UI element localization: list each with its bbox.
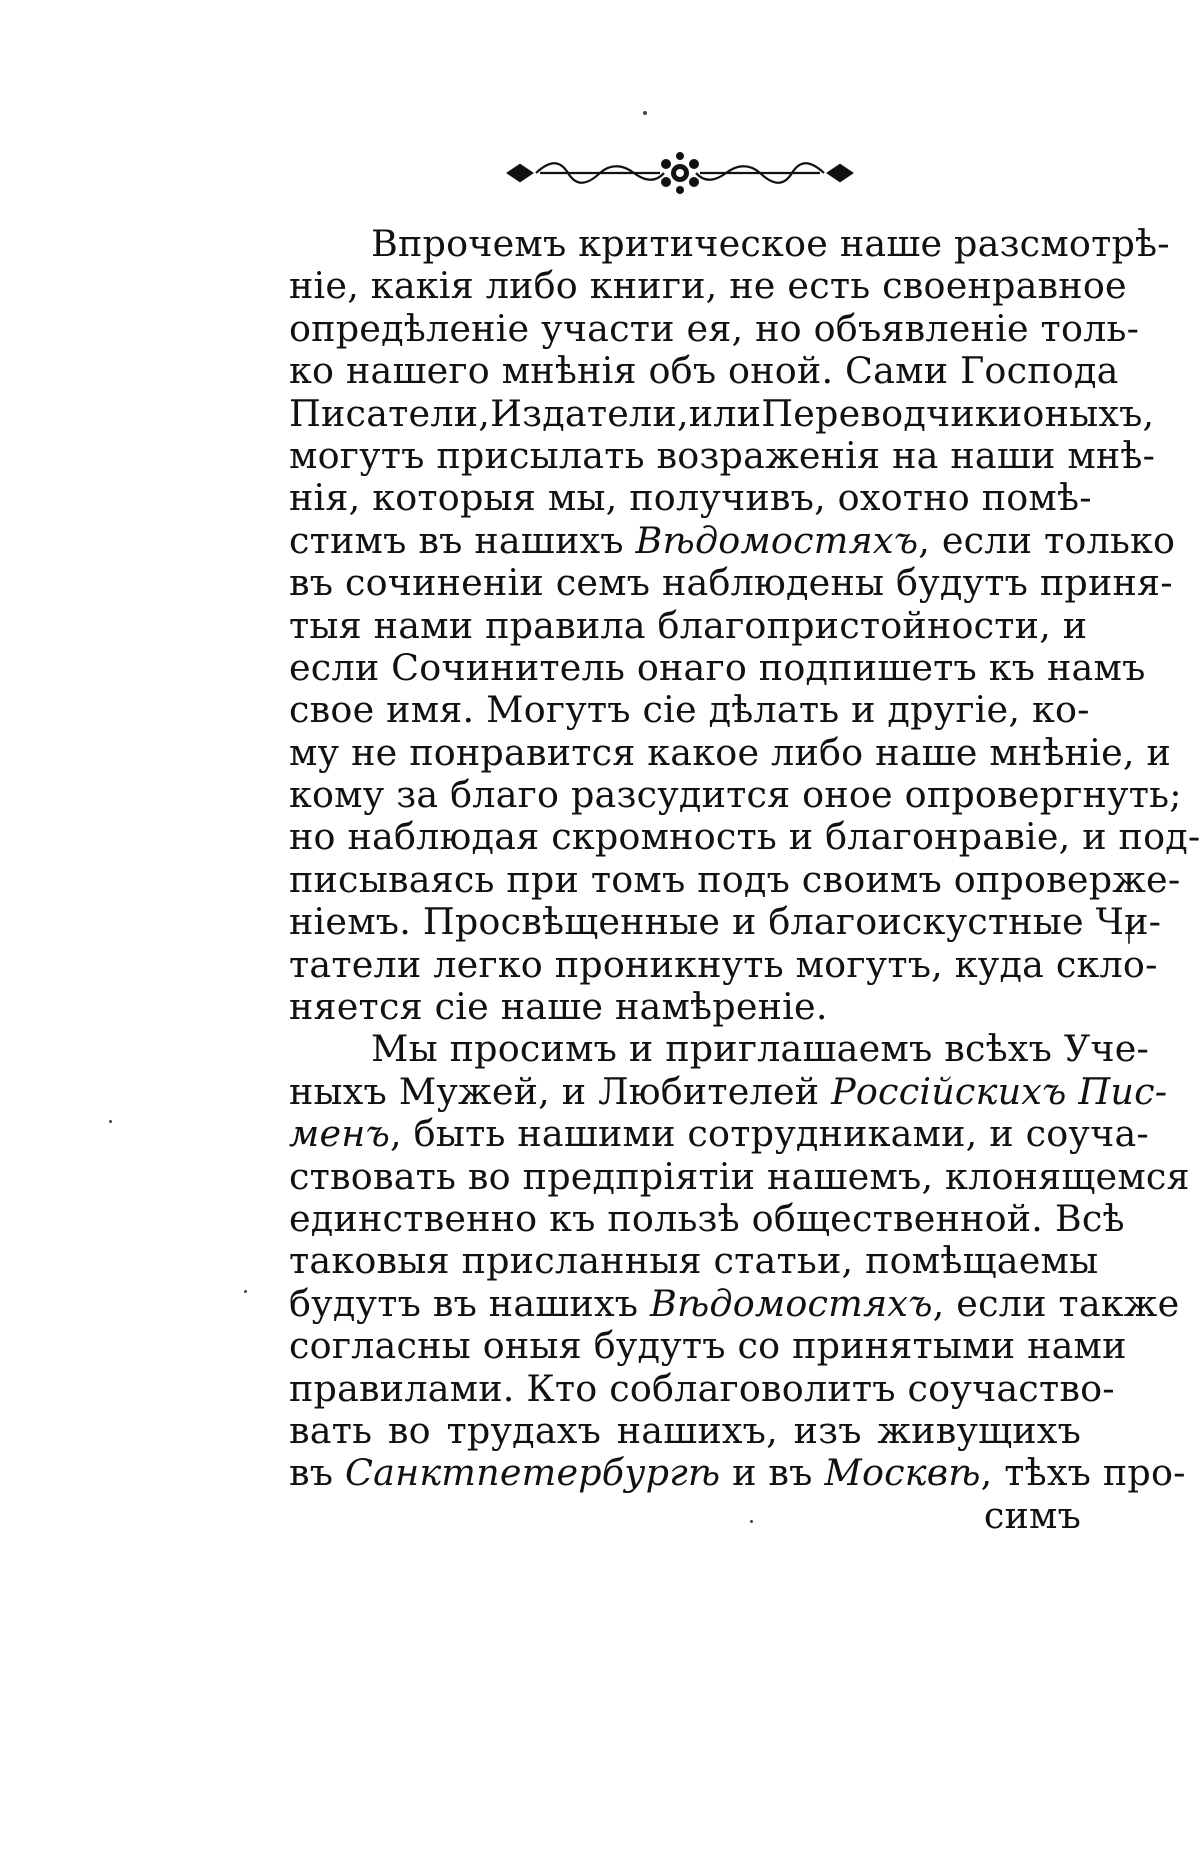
text-run: татели легко проникнуть могутъ, куда скло- (289, 942, 1158, 986)
text-run: Впрочемъ критическое наше разсмотрѣ- (371, 222, 1170, 265)
decorative-ornament-icon (500, 150, 860, 196)
text-line (289, 900, 1162, 944)
text-line (289, 1027, 1150, 1071)
text-line (289, 391, 1155, 435)
text-line (289, 1366, 1115, 1410)
text-run: опредѣленіе участи ея, но объявленіе толь- (289, 306, 1140, 350)
text-run: ныхъ Мужей, и Любителей (289, 1069, 832, 1113)
text-run: свое имя. Могутъ сіе дѣлать и другіе, ко- (289, 688, 1090, 732)
italic-text: Россійскихъ Пис- (831, 1069, 1168, 1113)
text-line (289, 1069, 1168, 1113)
text-run: правилами. Кто соблаговолитъ соучаство- (289, 1366, 1115, 1410)
text-line (289, 1410, 1081, 1452)
italic-text: Санктпетербургѣ (344, 1451, 721, 1495)
text-line (289, 1196, 1125, 1240)
text-run: му не понравится какое либо наше мнѣніе, и (289, 730, 1172, 774)
text-run: ніемъ. Просвѣщенные и благоискустные Чи- (289, 900, 1162, 944)
text-line (289, 1154, 1190, 1198)
text-run: но наблюдая скромность и благонравіе, и под- (289, 815, 1200, 859)
text-line (289, 815, 1200, 859)
text-run: ніе, какія либо книги, не есть своенравное (289, 264, 1127, 308)
text-line (289, 986, 1081, 1028)
text-line (289, 645, 1146, 689)
text-run: , если только (918, 518, 1176, 562)
text-run: Мы просимъ и приглашаемъ всѣхъ Уче- (371, 1027, 1150, 1071)
text-line (289, 773, 1182, 817)
text-line (289, 222, 1170, 265)
text-line (289, 942, 1158, 986)
paper-speck (643, 111, 647, 115)
text-run: ко нашего мнѣнія объ оной. Сами Господа (289, 349, 1119, 393)
text-run: , тѣхъ про- (980, 1451, 1186, 1495)
body-text (289, 222, 1200, 1537)
text-run: Писатели,Издатели,илиПереводчикионыхъ, (289, 391, 1155, 435)
text-line (289, 306, 1140, 350)
text-run: , если также (932, 1281, 1180, 1325)
text-line (289, 518, 1176, 562)
text-run: стимъ въ нашихъ (289, 518, 636, 562)
text-run: тыя нами правила благопристойности, и (289, 603, 1088, 647)
text-run: симъ (983, 1493, 1081, 1537)
text-run: няется сіе наше намѣреніе. (289, 985, 828, 1029)
text-line (289, 603, 1088, 647)
italic-text: менъ (289, 1112, 391, 1156)
text-line (289, 476, 1092, 520)
text-line (289, 349, 1119, 393)
text-line (289, 730, 1172, 774)
text-line (289, 1112, 1149, 1156)
text-line (289, 688, 1090, 732)
text-run: согласны оныя будутъ со принятыми нами (289, 1324, 1127, 1368)
italic-text: Вѣдомостяхъ (649, 1281, 933, 1325)
text-run: въ сочиненіи семъ наблюдены будутъ приня- (289, 561, 1173, 605)
text-run: единственно къ пользѣ общественной. Всѣ (289, 1196, 1125, 1240)
text-line (289, 1281, 1180, 1325)
text-run: таковыя присланныя статьи, помѣщаемы (289, 1239, 1099, 1283)
text-run: вать во трудахъ нашихъ, изъ живущихъ (289, 1408, 1081, 1452)
text-line (289, 1495, 1081, 1537)
paper-speck (109, 1120, 112, 1123)
text-line (289, 1451, 1186, 1495)
text-run: кому за благо разсудится оное опровергнуть; (289, 773, 1182, 817)
text-run: ствовать во предпріятіи нашемъ, клонящемся (289, 1154, 1190, 1198)
text-line (289, 1324, 1127, 1368)
text-line (289, 561, 1173, 605)
text-line (289, 1239, 1099, 1283)
paper-speck (244, 1290, 247, 1293)
text-run: , быть нашими сотрудниками, и соуча- (390, 1112, 1149, 1156)
text-run: нія, которыя мы, получивъ, охотно помѣ- (289, 476, 1092, 520)
text-run: и въ (720, 1451, 825, 1495)
text-run: писываясь при томъ подъ своимъ опроверже- (289, 857, 1181, 901)
text-line (289, 264, 1127, 308)
text-run: въ (289, 1451, 345, 1495)
text-run: будутъ въ нашихъ (289, 1281, 650, 1325)
text-line (289, 433, 1156, 477)
text-run: если Сочинитель онаго подпишетъ къ намъ (289, 645, 1146, 689)
text-line (289, 857, 1181, 901)
italic-text: Вѣдомостяхъ (635, 518, 919, 562)
text-run: могутъ присылать возраженія на наши мнѣ- (289, 433, 1156, 477)
italic-text: Москвѣ (824, 1451, 981, 1495)
